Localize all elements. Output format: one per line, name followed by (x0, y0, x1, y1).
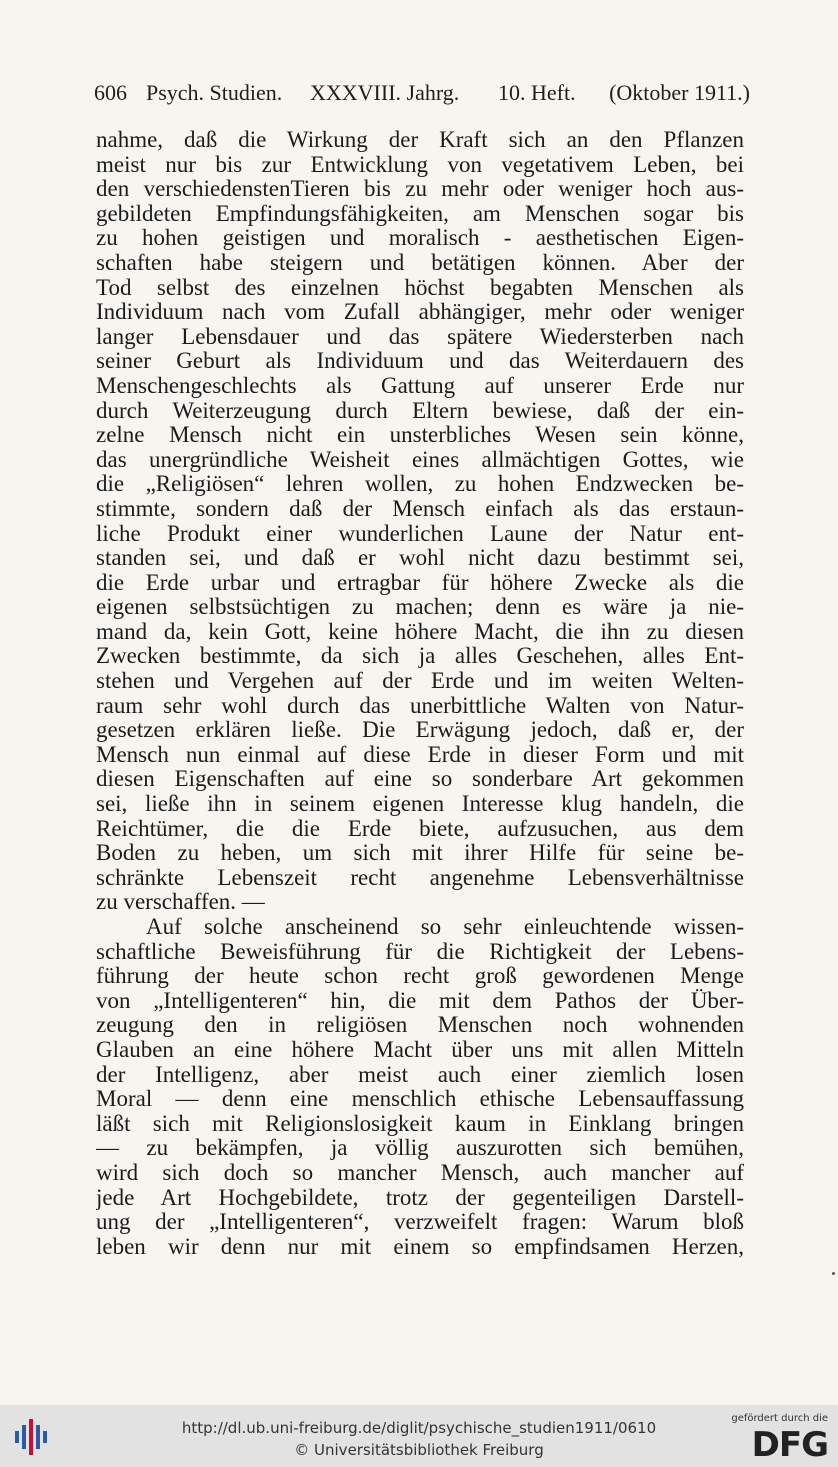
text-line: Menschengeschlechts als Gattung auf unserer Erde nur (96, 373, 744, 398)
text-line: zu hohen geistigen und moralisch - aesthetischen Eigen- (96, 226, 744, 251)
text-line: leben wir denn nur mit einem so empfindsamen Herzen, (96, 1234, 744, 1259)
text-line: eigenen selbstsüchtigen zu machen; denn es wäre ja nie- (96, 595, 744, 620)
text-line: das unergründliche Weisheit eines allmächtigen Gottes, wie (96, 447, 744, 472)
text-line: Zwecken bestimmte, da sich ja alles Geschehen, alles Ent- (96, 644, 744, 669)
journal-title: Psych. Studien. (146, 80, 283, 105)
text-line: diesen Eigenschaften auf eine so sonderbare Art gekommen (96, 767, 744, 792)
text-line: zeugung den in religiösen Menschen noch wohnenden (96, 1013, 744, 1038)
text-line: durch Weiterzeugung durch Eltern bewiese, daß der ein- (96, 398, 744, 423)
text-line: gesetzen erklären ließe. Die Erwägung jedoch, daß er, der (96, 718, 744, 743)
text-line: wird sich doch so mancher Mensch, auch mancher auf (96, 1160, 744, 1185)
text-line: schaften habe steigern und betätigen können. Aber der (96, 250, 744, 275)
text-line: zelne Mensch nicht ein unsterbliches Wesen sein könne, (96, 423, 744, 448)
issue-label: 10. Heft. (498, 80, 576, 105)
text-line: den verschiedenstenTieren bis zu mehr oder weniger hoch aus- (96, 177, 744, 202)
text-line: Individuum nach vom Zufall abhängiger, mehr oder weniger (96, 300, 744, 325)
text-line: meist nur bis zur Entwicklung von vegetativem Leben, bei (96, 152, 744, 177)
page-number: 606 (94, 80, 127, 105)
text-line: mand da, kein Gott, keine höhere Macht, die ihn zu diesen (96, 619, 744, 644)
text-line: von „Intelligenteren“ hin, die mit dem Pathos der Über- (96, 988, 744, 1013)
text-line: Mensch nun einmal auf diese Erde in dieser Form und mit (96, 742, 744, 767)
text-line: läßt sich mit Religionslosigkeit kaum in Einklang bringen (96, 1111, 744, 1136)
text-line: raum sehr wohl durch das unerbittliche Walten von Natur- (96, 693, 744, 718)
text-line: die „Religiösen“ lehren wollen, zu hohen Endzwecken be- (96, 472, 744, 497)
text-line: stimmte, sondern daß der Mensch einfach als das erstaun- (96, 496, 744, 521)
text-line: Glauben an eine höhere Macht über uns mit allen Mitteln (96, 1037, 744, 1062)
dfg-caption: gefördert durch die (731, 1413, 828, 1424)
viewer-footer (0, 1405, 838, 1467)
text-line: die Erde urbar und ertragbar für höhere Zwecke als die (96, 570, 744, 595)
text-line: Tod selbst des einzelnen höchst begabten Menschen als (96, 275, 744, 300)
text-line: der Intelligenz, aber meist auch einer ziemlich losen (96, 1062, 744, 1087)
text-line: schaftliche Beweisführung für die Richtigkeit der Lebens- (96, 939, 744, 964)
text-line: Auf solche anscheinend so sehr einleuchtende wissen- (146, 915, 744, 939)
text-line: ung der „Intelligenteren“, verzweifelt fragen: Warum bloß (96, 1210, 744, 1235)
text-line: Boden zu heben, um sich mit ihrer Hilfe für seine be- (96, 841, 744, 866)
body-text (96, 128, 744, 1259)
text-line: schränkte Lebenszeit recht angenehme Lebensverhältnisse (96, 865, 744, 890)
scan-speck (832, 1272, 835, 1275)
text-line: Moral — denn eine menschlich ethische Lebensauffassung (96, 1087, 744, 1112)
text-line: zu verschaffen. — (96, 890, 265, 915)
text-line: stehen und Vergehen auf der Erde und im weiten Welten- (96, 669, 744, 694)
dfg-logo: DFG (751, 1425, 828, 1465)
running-head (94, 80, 754, 110)
text-line: führung der heute schon recht groß gewordenen Menge (96, 964, 744, 989)
text-line: liche Produkt einer wunderlichen Laune der Natur ent- (96, 521, 744, 546)
text-line: gebildeten Empfindungsfähigkeiten, am Menschen sogar bis (96, 201, 744, 226)
permalink[interactable]: http://dl.ub.uni-freiburg.de/diglit/psychische_studien1911/0610 (181, 1419, 657, 1437)
text-line: jede Art Hochgebildete, trotz der gegenteiligen Darstell- (96, 1185, 744, 1210)
text-line: sei, ließe ihn in seinem eigenen Interesse klug handeln, die (96, 792, 744, 817)
text-line: langer Lebensdauer und das spätere Wiedersterben nach (96, 324, 744, 349)
text-line: nahme, daß die Wirkung der Kraft sich an den Pflanzen (96, 128, 744, 152)
text-line: standen sei, und daß er wohl nicht dazu bestimmt sei, (96, 546, 744, 571)
copyright-notice: © Universitätsbibliothek Freiburg (294, 1441, 544, 1459)
issue-date: (Oktober 1911.) (609, 80, 750, 105)
text-line: seiner Geburt als Individuum und das Weiterdauern des (96, 349, 744, 374)
volume-label: XXXVIII. Jahrg. (310, 80, 460, 105)
text-line: Reichtümer, die die Erde biete, aufzusuchen, aus dem (96, 816, 744, 841)
text-line: — zu bekämpfen, ja völlig auszurotten sich bemühen, (96, 1136, 744, 1161)
